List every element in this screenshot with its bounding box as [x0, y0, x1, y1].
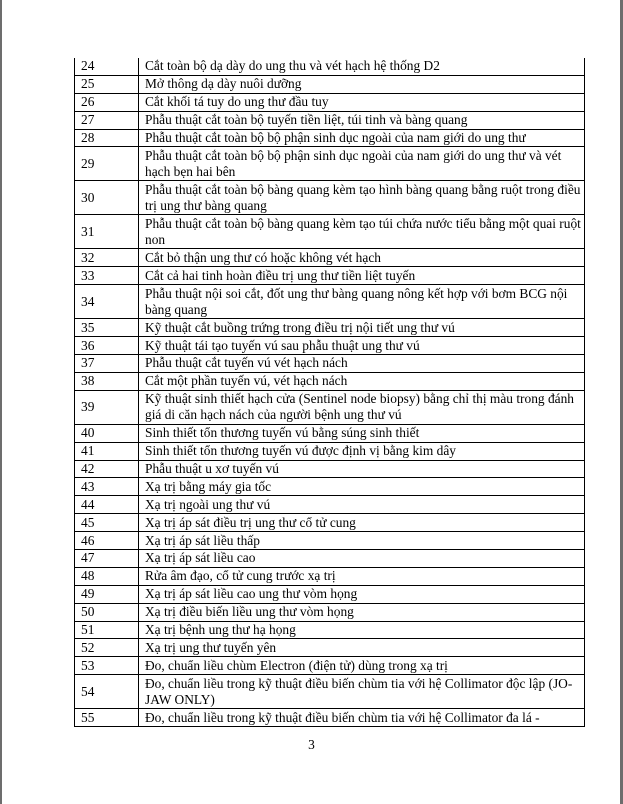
- procedure-name: Cắt cả hai tinh hoàn điều trị ung thư tiền liệt tuyến: [139, 267, 585, 285]
- table-row: [75, 621, 585, 639]
- row-number: 47: [75, 550, 139, 568]
- procedure-name: Cắt một phần tuyến vú, vét hạch nách: [139, 372, 585, 390]
- table-row: [75, 550, 585, 568]
- procedure-name: Xạ trị bằng máy gia tốc: [139, 478, 585, 496]
- procedure-name: Mở thông dạ dày nuôi dưỡng: [139, 75, 585, 93]
- table-row: [75, 75, 585, 93]
- row-number: 42: [75, 460, 139, 478]
- procedure-name: Xạ trị áp sát liều thấp: [139, 532, 585, 550]
- table-row: [75, 355, 585, 373]
- table-row: [75, 478, 585, 496]
- row-number: 26: [75, 93, 139, 111]
- procedure-name: Cắt toàn bộ dạ dày do ung thu và vét hạch hệ thống D2: [139, 58, 585, 75]
- table-row: [75, 460, 585, 478]
- procedure-name: Phẫu thuật cắt toàn bộ bộ phận sinh dục ngoài của nam giới do ung thư và vét hạch bẹn hai bên: [139, 147, 585, 181]
- procedure-name: Phẫu thuật cắt toàn bộ bộ phận sinh dục ngoài của nam giới do ung thư: [139, 129, 585, 147]
- procedure-name: Phẫu thuật u xơ tuyến vú: [139, 460, 585, 478]
- table-row: [75, 249, 585, 267]
- row-number: 36: [75, 337, 139, 355]
- row-number: 29: [75, 147, 139, 181]
- table-row: [75, 496, 585, 514]
- table-row: [75, 442, 585, 460]
- table-row: [75, 709, 585, 727]
- table-row: [75, 585, 585, 603]
- row-number: 27: [75, 111, 139, 129]
- table-row: [75, 58, 585, 75]
- page-number: 3: [308, 737, 315, 752]
- procedure-name: Xạ trị áp sát liều cao ung thư vòm họng: [139, 585, 585, 603]
- procedure-name: Đo, chuẩn liều trong kỹ thuật điều biến chùm tia với hệ Collimator độc lập (JO-JAW ONLY): [139, 675, 585, 709]
- row-number: 55: [75, 709, 139, 727]
- procedure-name: Đo, chuẩn liều trong kỹ thuật điều biến chùm tia với hệ Collimator đa lá -: [139, 709, 585, 727]
- procedure-name: Kỹ thuật tái tạo tuyến vú sau phẫu thuật ung thư vú: [139, 337, 585, 355]
- row-number: 31: [75, 215, 139, 249]
- row-number: 41: [75, 442, 139, 460]
- row-number: 24: [75, 58, 139, 75]
- procedure-name: Phẫu thuật cắt toàn bộ tuyến tiền liệt, túi tinh và bàng quang: [139, 111, 585, 129]
- procedure-name: Phẫu thuật cắt toàn bộ bàng quang kèm tạo túi chứa nước tiểu bằng một quai ruột non: [139, 215, 585, 249]
- procedure-name: Xạ trị áp sát liều cao: [139, 550, 585, 568]
- procedure-name: Phẫu thuật nội soi cắt, đốt ung thư bàng quang nông kết hợp với bơm BCG nội bàng quang: [139, 285, 585, 319]
- procedure-table-body: [75, 58, 585, 727]
- table-row: [75, 147, 585, 181]
- row-number: 49: [75, 585, 139, 603]
- procedure-name: Sinh thiết tổn thương tuyến vú được định vị bằng kim dây: [139, 442, 585, 460]
- table-row: [75, 285, 585, 319]
- table-row: [75, 337, 585, 355]
- procedure-name: Phẫu thuật cắt toàn bộ bàng quang kèm tạo hình bàng quang bằng ruột trong điều trị ung thư bàng quang: [139, 181, 585, 215]
- procedure-name: Phẫu thuật cắt tuyến vú vét hạch nách: [139, 355, 585, 373]
- row-number: 37: [75, 355, 139, 373]
- procedure-name: Sinh thiết tổn thương tuyến vú bằng súng sinh thiết: [139, 424, 585, 442]
- row-number: 44: [75, 496, 139, 514]
- procedure-name: Xạ trị áp sát điều trị ung thư cổ tử cung: [139, 514, 585, 532]
- procedure-name: Kỹ thuật cắt buồng trứng trong điều trị nội tiết ung thư vú: [139, 319, 585, 337]
- procedure-name: Cắt khối tá tuy do ung thư đầu tuy: [139, 93, 585, 111]
- procedure-name: Xạ trị điều biến liều ung thư vòm họng: [139, 603, 585, 621]
- row-number: 43: [75, 478, 139, 496]
- table-row: [75, 267, 585, 285]
- table-row: [75, 319, 585, 337]
- row-number: 39: [75, 390, 139, 424]
- row-number: 54: [75, 675, 139, 709]
- table-row: [75, 657, 585, 675]
- row-number: 53: [75, 657, 139, 675]
- table-row: [75, 390, 585, 424]
- row-number: 46: [75, 532, 139, 550]
- row-number: 40: [75, 424, 139, 442]
- procedure-table: [74, 58, 585, 727]
- procedure-name: Xạ trị ngoài ung thư vú: [139, 496, 585, 514]
- table-row: [75, 675, 585, 709]
- procedure-name: Xạ trị bệnh ung thư hạ họng: [139, 621, 585, 639]
- row-number: 32: [75, 249, 139, 267]
- row-number: 30: [75, 181, 139, 215]
- row-number: 34: [75, 285, 139, 319]
- table-row: [75, 111, 585, 129]
- row-number: 51: [75, 621, 139, 639]
- row-number: 28: [75, 129, 139, 147]
- procedure-name: Rửa âm đạo, cổ tử cung trước xạ trị: [139, 567, 585, 585]
- row-number: 48: [75, 567, 139, 585]
- row-number: 45: [75, 514, 139, 532]
- table-row: [75, 129, 585, 147]
- procedure-name: Kỹ thuật sinh thiết hạch cửa (Sentinel node biopsy) bằng chỉ thị màu trong đánh giá di căn hạch nách của người bệnh ung thư vú: [139, 390, 585, 424]
- table-row: [75, 181, 585, 215]
- table-row: [75, 639, 585, 657]
- procedure-name: Xạ trị ung thư tuyến yên: [139, 639, 585, 657]
- row-number: 25: [75, 75, 139, 93]
- table-row: [75, 93, 585, 111]
- table-row: [75, 372, 585, 390]
- table-row: [75, 532, 585, 550]
- table-row: [75, 603, 585, 621]
- row-number: 33: [75, 267, 139, 285]
- procedure-name: Đo, chuẩn liều chùm Electron (điện tử) dùng trong xạ trị: [139, 657, 585, 675]
- table-row: [75, 567, 585, 585]
- page-border-left: [0, 0, 2, 804]
- table-row: [75, 215, 585, 249]
- table-row: [75, 514, 585, 532]
- procedure-name: Cắt bỏ thận ung thư có hoặc không vét hạch: [139, 249, 585, 267]
- table-row: [75, 424, 585, 442]
- row-number: 50: [75, 603, 139, 621]
- row-number: 52: [75, 639, 139, 657]
- row-number: 35: [75, 319, 139, 337]
- row-number: 38: [75, 372, 139, 390]
